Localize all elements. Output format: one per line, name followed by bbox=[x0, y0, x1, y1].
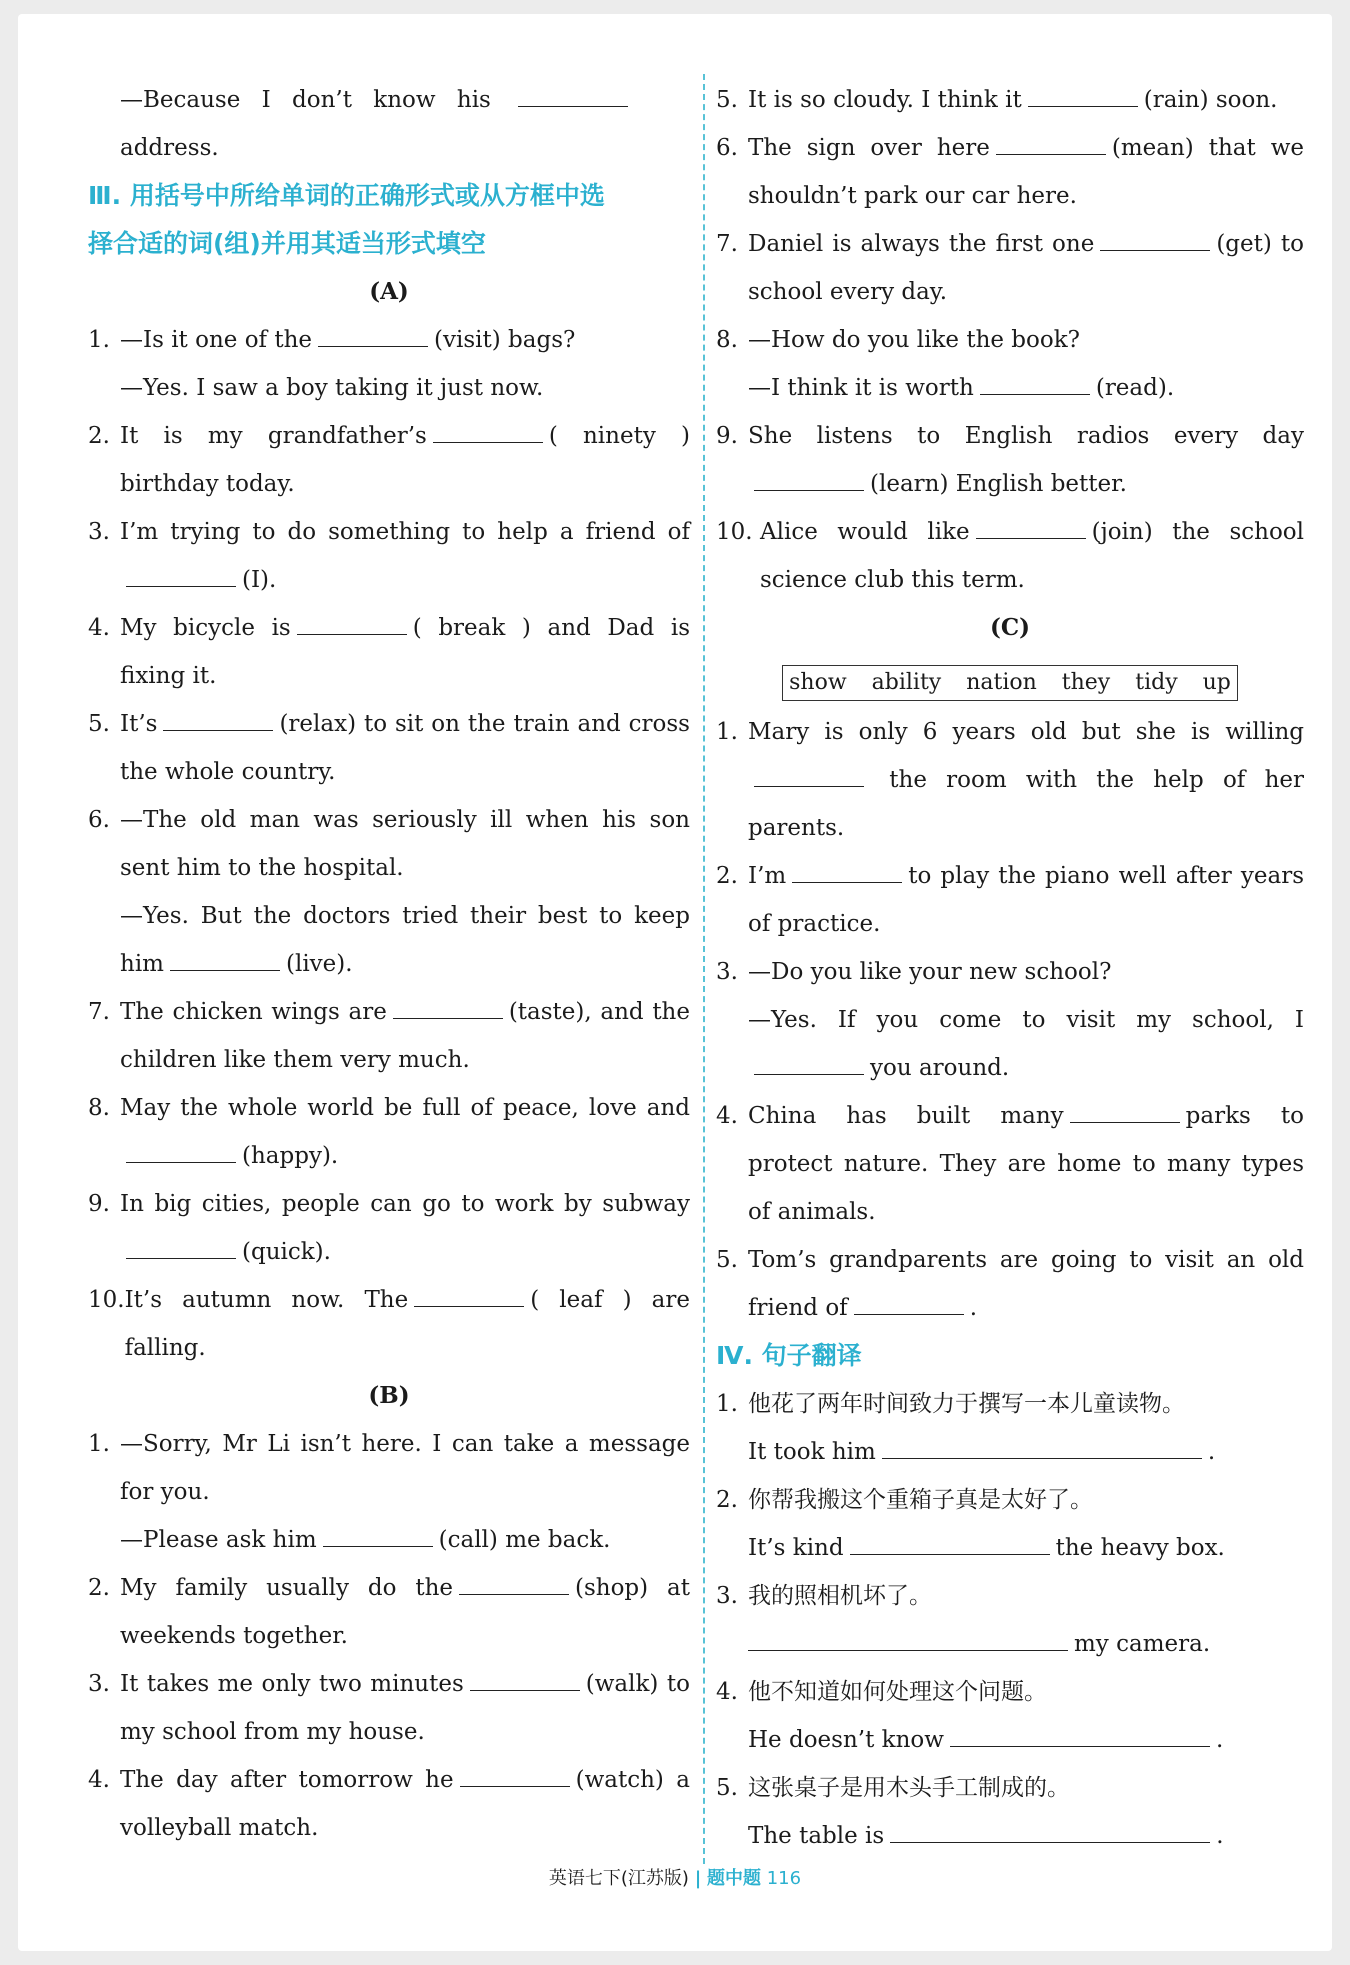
word-box-container bbox=[716, 658, 1304, 706]
answer-blank[interactable] bbox=[976, 516, 1086, 539]
question-a3: 3. I’m trying to do something to help a friend of (I). bbox=[88, 519, 690, 593]
answer-blank[interactable] bbox=[518, 84, 628, 107]
question-c5: 5. Tom’s grandparents are going to visit an old friend of . bbox=[716, 1247, 1304, 1321]
translation-3: 3. 我的照相机坏了。 my camera. bbox=[716, 1583, 1211, 1657]
answer-blank[interactable] bbox=[890, 1820, 1210, 1843]
answer-blank[interactable] bbox=[850, 1532, 1050, 1555]
previous-question-continuation: —Because I don’t know his address. bbox=[88, 76, 690, 172]
answer-blank[interactable] bbox=[297, 612, 407, 635]
answer-blank[interactable] bbox=[393, 996, 503, 1019]
right-column bbox=[704, 76, 1304, 1860]
answer-blank[interactable] bbox=[1100, 228, 1210, 251]
question-b3: 3. It takes me only two minutes (walk) to my school from my house. bbox=[88, 1660, 690, 1756]
question-a5: 5. It’s (relax) to sit on the train and cross the whole country. bbox=[88, 700, 690, 796]
question-b5: 5. It is so cloudy. I think it (rain) soon. bbox=[716, 76, 1304, 124]
translation-1: 1. 他花了两年时间致力于撰写一本儿童读物。 It took him . bbox=[716, 1391, 1216, 1465]
question-b1: 1. —Sorry, Mr Li isn’t here. I can take a message for you. —Please ask him (call) me back. bbox=[88, 1431, 690, 1553]
question-b8: 8. —How do you like the book? —I think it is worth (read). bbox=[716, 327, 1175, 401]
answer-blank[interactable] bbox=[459, 1572, 569, 1595]
left-column bbox=[88, 76, 690, 1852]
question-b6: 6. The sign over here (mean) that we shouldn’t park our car here. bbox=[716, 124, 1304, 220]
answer-blank[interactable] bbox=[470, 1668, 580, 1691]
translation-5: 5. 这张桌子是用木头手工制成的。 The table is . bbox=[716, 1775, 1224, 1849]
word-box: show ability nation they tidy up bbox=[782, 665, 1238, 701]
question-c3: 3. —Do you like your new school? —Yes. If you come to visit my school, I you around. bbox=[716, 959, 1304, 1081]
section-3-title: Ⅲ. 用括号中所给单词的正确形式或从方框中选 择合适的词(组)并用其适当形式填空 bbox=[88, 181, 605, 258]
question-a4: 4. My bicycle is ( break ) and Dad is fixing it. bbox=[88, 604, 690, 700]
answer-blank[interactable] bbox=[754, 764, 864, 787]
answer-blank[interactable] bbox=[1028, 84, 1138, 107]
question-a7: 7. The chicken wings are (taste), and the children like them very much. bbox=[88, 988, 690, 1084]
question-c4: 4. China has built many parks to protect nature. They are home to many types of animals. bbox=[716, 1092, 1304, 1236]
question-c2: 2. I’m to play the piano well after years of practice. bbox=[716, 852, 1304, 948]
translation-2: 2. 你帮我搬这个重箱子真是太好了。 It’s kind the heavy box. bbox=[716, 1487, 1225, 1561]
question-a6: 6. —The old man was seriously ill when his son sent him to the hospital. —Yes. But the doctors tried their best to keep him (live). bbox=[88, 807, 690, 977]
answer-blank[interactable] bbox=[748, 1628, 1068, 1651]
series-name: 题中题 bbox=[707, 1868, 761, 1889]
answer-blank[interactable] bbox=[433, 420, 543, 443]
answer-blank[interactable] bbox=[854, 1292, 964, 1315]
answer-blank[interactable] bbox=[792, 860, 902, 883]
answer-blank[interactable] bbox=[980, 372, 1090, 395]
question-c1: 1. Mary is only 6 years old but she is willing the room with the help of her parents. bbox=[716, 719, 1304, 841]
translation-4: 4. 他不知道如何处理这个问题。 He doesn’t know . bbox=[716, 1679, 1224, 1753]
part-a-label: (A) bbox=[369, 278, 409, 305]
part-b-label: (B) bbox=[368, 1382, 410, 1409]
question-b4: 4. The day after tomorrow he (watch) a volleyball match. bbox=[88, 1756, 690, 1852]
question-a10: 10. It’s autumn now. The ( leaf ) are falling. bbox=[88, 1276, 690, 1372]
answer-blank[interactable] bbox=[163, 708, 273, 731]
answer-blank[interactable] bbox=[882, 1436, 1202, 1459]
question-a9: 9. In big cities, people can go to work by subway(quick). bbox=[88, 1191, 690, 1265]
answer-blank[interactable] bbox=[323, 1524, 433, 1547]
page-number: 116 bbox=[766, 1868, 802, 1889]
worksheet-page bbox=[18, 14, 1332, 1951]
section-4-title: Ⅳ. 句子翻译 bbox=[716, 1341, 862, 1370]
question-b10: 10. Alice would like (join) the school science club this term. bbox=[716, 508, 1304, 604]
answer-blank[interactable] bbox=[754, 468, 864, 491]
answer-blank[interactable] bbox=[170, 948, 280, 971]
part-c-label: (C) bbox=[989, 614, 1031, 641]
answer-blank[interactable] bbox=[126, 1236, 236, 1259]
answer-blank[interactable] bbox=[126, 564, 236, 587]
question-b2: 2. My family usually do the (shop) at weekends together. bbox=[88, 1564, 690, 1660]
book-title: 英语七下(江苏版) bbox=[548, 1868, 689, 1889]
answer-blank[interactable] bbox=[754, 1052, 864, 1075]
page-footer bbox=[18, 1864, 1332, 1890]
question-a1: 1. —Is it one of the (visit) bags? —Yes. I saw a boy taking it just now. bbox=[88, 316, 690, 412]
question-b7: 7. Daniel is always the first one (get) to school every day. bbox=[716, 220, 1304, 316]
answer-blank[interactable] bbox=[950, 1724, 1210, 1747]
answer-blank[interactable] bbox=[460, 1764, 570, 1787]
answer-blank[interactable] bbox=[318, 324, 428, 347]
footer-separator: | bbox=[694, 1868, 702, 1889]
question-a8: 8. May the whole world be full of peace, love and(happy). bbox=[88, 1095, 690, 1169]
question-a2: 2. It is my grandfather’s ( ninety ) birthday today. bbox=[88, 412, 690, 508]
question-b9: 9. She listens to English radios every day (learn) English better. bbox=[716, 423, 1304, 497]
answer-blank[interactable] bbox=[126, 1140, 236, 1163]
answer-blank[interactable] bbox=[414, 1284, 524, 1307]
answer-blank[interactable] bbox=[996, 132, 1106, 155]
answer-blank[interactable] bbox=[1070, 1100, 1180, 1123]
